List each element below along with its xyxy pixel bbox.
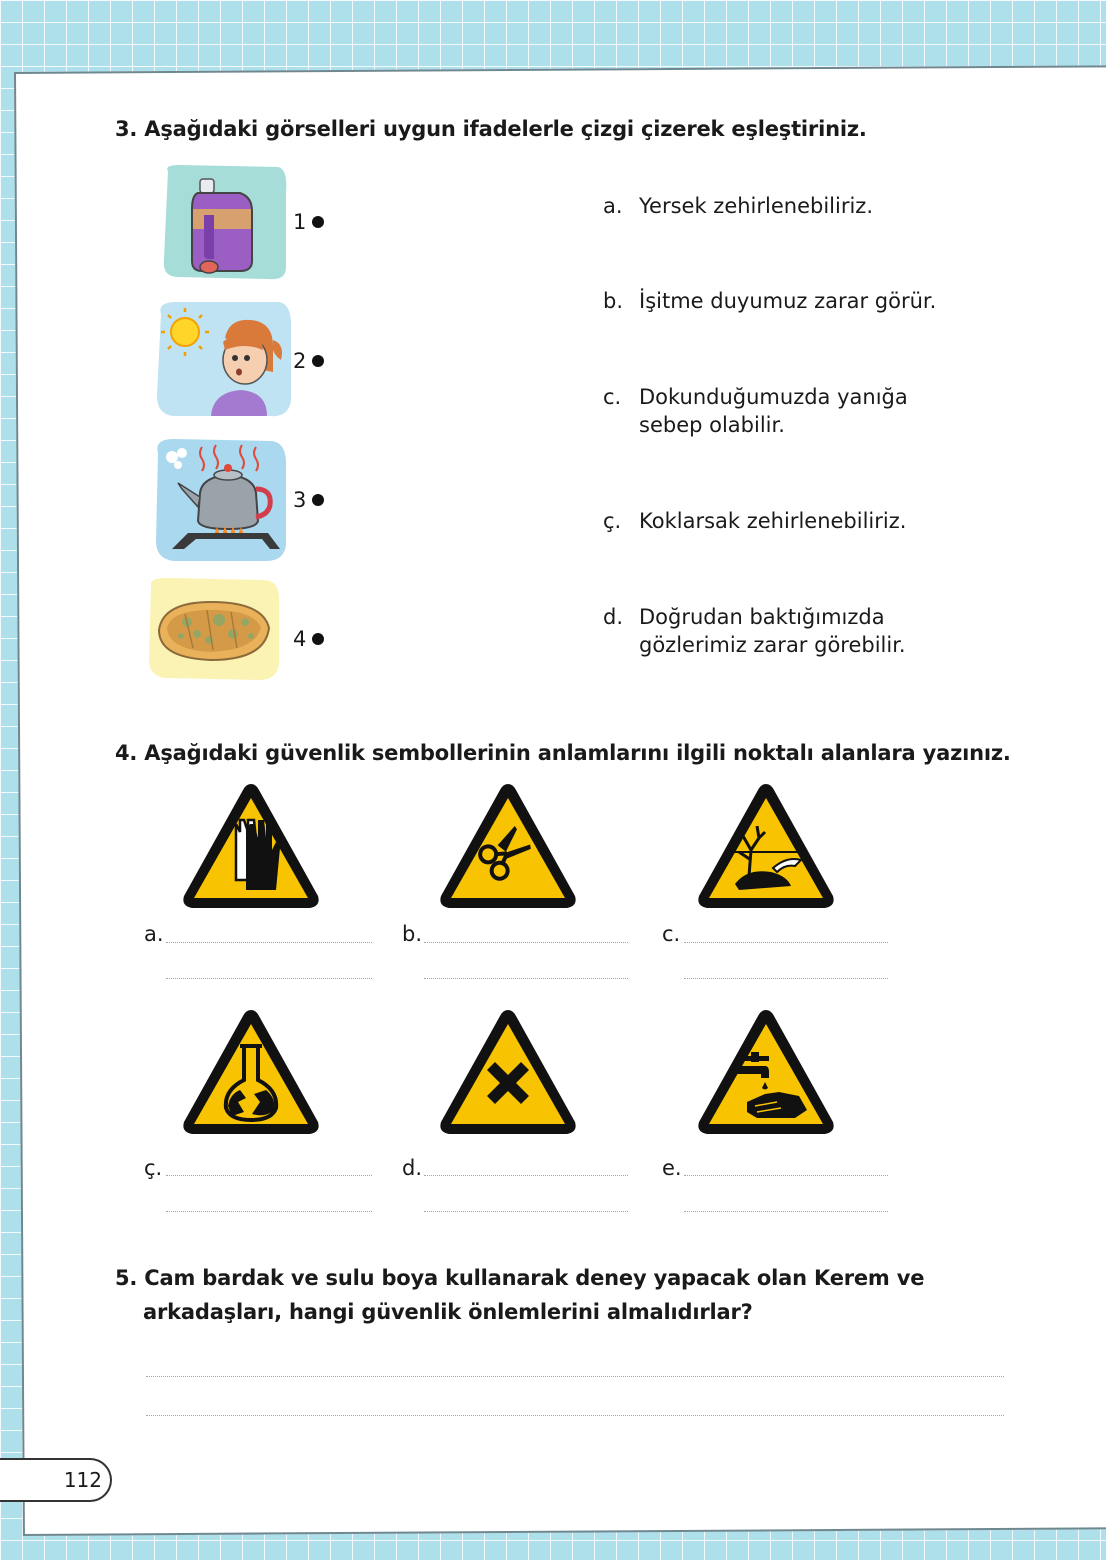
option-text: Yersek zehirlenebiliriz. <box>639 194 873 218</box>
answer-letter: ç. <box>144 1156 163 1180</box>
match-dot[interactable] <box>312 633 324 645</box>
broken-flask-icon <box>180 1006 322 1138</box>
boiling-teapot-on-stove-icon <box>152 437 288 563</box>
match-dot[interactable] <box>312 494 324 506</box>
answer-letter: e. <box>662 1156 682 1180</box>
option-letter: c. <box>603 385 622 409</box>
answer-line[interactable] <box>424 1175 628 1176</box>
q5-title-line2: arkadaşları, hangi güvenlik önlemlerini almalıdırlar? <box>143 1300 753 1324</box>
q3-item-2[interactable] <box>293 349 324 373</box>
answer-line[interactable] <box>684 942 888 943</box>
q3-item-number: 2 <box>293 349 307 373</box>
q4-answer-cc[interactable] <box>144 1156 162 1180</box>
option-text: Doğrudan baktığımızda gözlerimiz zarar görebilir. <box>639 605 906 657</box>
answer-line[interactable] <box>424 978 628 979</box>
match-dot[interactable] <box>312 355 324 367</box>
answer-line[interactable] <box>166 1211 372 1212</box>
answer-letter: c. <box>662 922 681 946</box>
page-number <box>0 1458 112 1502</box>
q3-item-number: 3 <box>293 488 307 512</box>
answer-line[interactable] <box>684 1211 888 1212</box>
scissors-icon <box>437 780 579 912</box>
detergent-bottle-icon <box>160 163 288 281</box>
protective-gloves-icon <box>180 780 322 912</box>
option-letter: b. <box>603 289 624 313</box>
option-letter: d. <box>603 605 624 629</box>
q4-answer-e[interactable] <box>662 1156 682 1180</box>
q4-answer-c[interactable] <box>662 922 680 946</box>
answer-letter: d. <box>402 1156 423 1180</box>
option-letter: a. <box>603 194 623 218</box>
q3-item-number: 1 <box>293 210 307 234</box>
answer-line[interactable] <box>166 978 372 979</box>
wash-hands-icon <box>695 1006 837 1138</box>
q4-answer-b[interactable] <box>402 922 422 946</box>
q4-answer-a[interactable] <box>144 922 164 946</box>
option-text: Koklarsak zehirlenebiliriz. <box>639 509 907 533</box>
moldy-bread-icon <box>147 576 282 682</box>
answer-line[interactable] <box>424 942 628 943</box>
option-letter: ç. <box>603 509 622 533</box>
answer-line[interactable] <box>166 1175 372 1176</box>
match-dot[interactable] <box>312 216 324 228</box>
answer-letter: a. <box>144 922 164 946</box>
q3-item-3[interactable] <box>293 488 324 512</box>
answer-line[interactable] <box>684 1175 888 1176</box>
q3-item-1[interactable] <box>293 210 324 234</box>
answer-letter: b. <box>402 922 423 946</box>
q5-answer-line[interactable] <box>146 1376 1004 1377</box>
girl-looking-at-sun-icon <box>155 300 293 418</box>
q3-item-4[interactable] <box>293 627 324 651</box>
q4-answer-d[interactable] <box>402 1156 422 1180</box>
q5-answer-line[interactable] <box>146 1415 1004 1416</box>
environmental-hazard-icon <box>695 780 837 912</box>
q3-title: 3. Aşağıdaki görselleri uygun ifadelerle çizgi çizerek eşleştiriniz. <box>115 117 867 141</box>
option-text: İşitme duyumuz zarar görür. <box>639 289 937 313</box>
answer-line[interactable] <box>166 942 372 943</box>
page-number-text: 112 <box>63 1468 102 1492</box>
q3-item-number: 4 <box>293 627 307 651</box>
q4-title: 4. Aşağıdaki güvenlik sembollerinin anlamlarını ilgili noktalı alanlara yazınız. <box>115 741 1011 765</box>
q5-title-line1: 5. Cam bardak ve sulu boya kullanarak deney yapacak olan Kerem ve <box>115 1266 925 1290</box>
harmful-x-icon <box>437 1006 579 1138</box>
answer-line[interactable] <box>684 978 888 979</box>
option-text: Dokunduğumuzda yanığa sebep olabilir. <box>639 385 908 437</box>
answer-line[interactable] <box>424 1211 628 1212</box>
